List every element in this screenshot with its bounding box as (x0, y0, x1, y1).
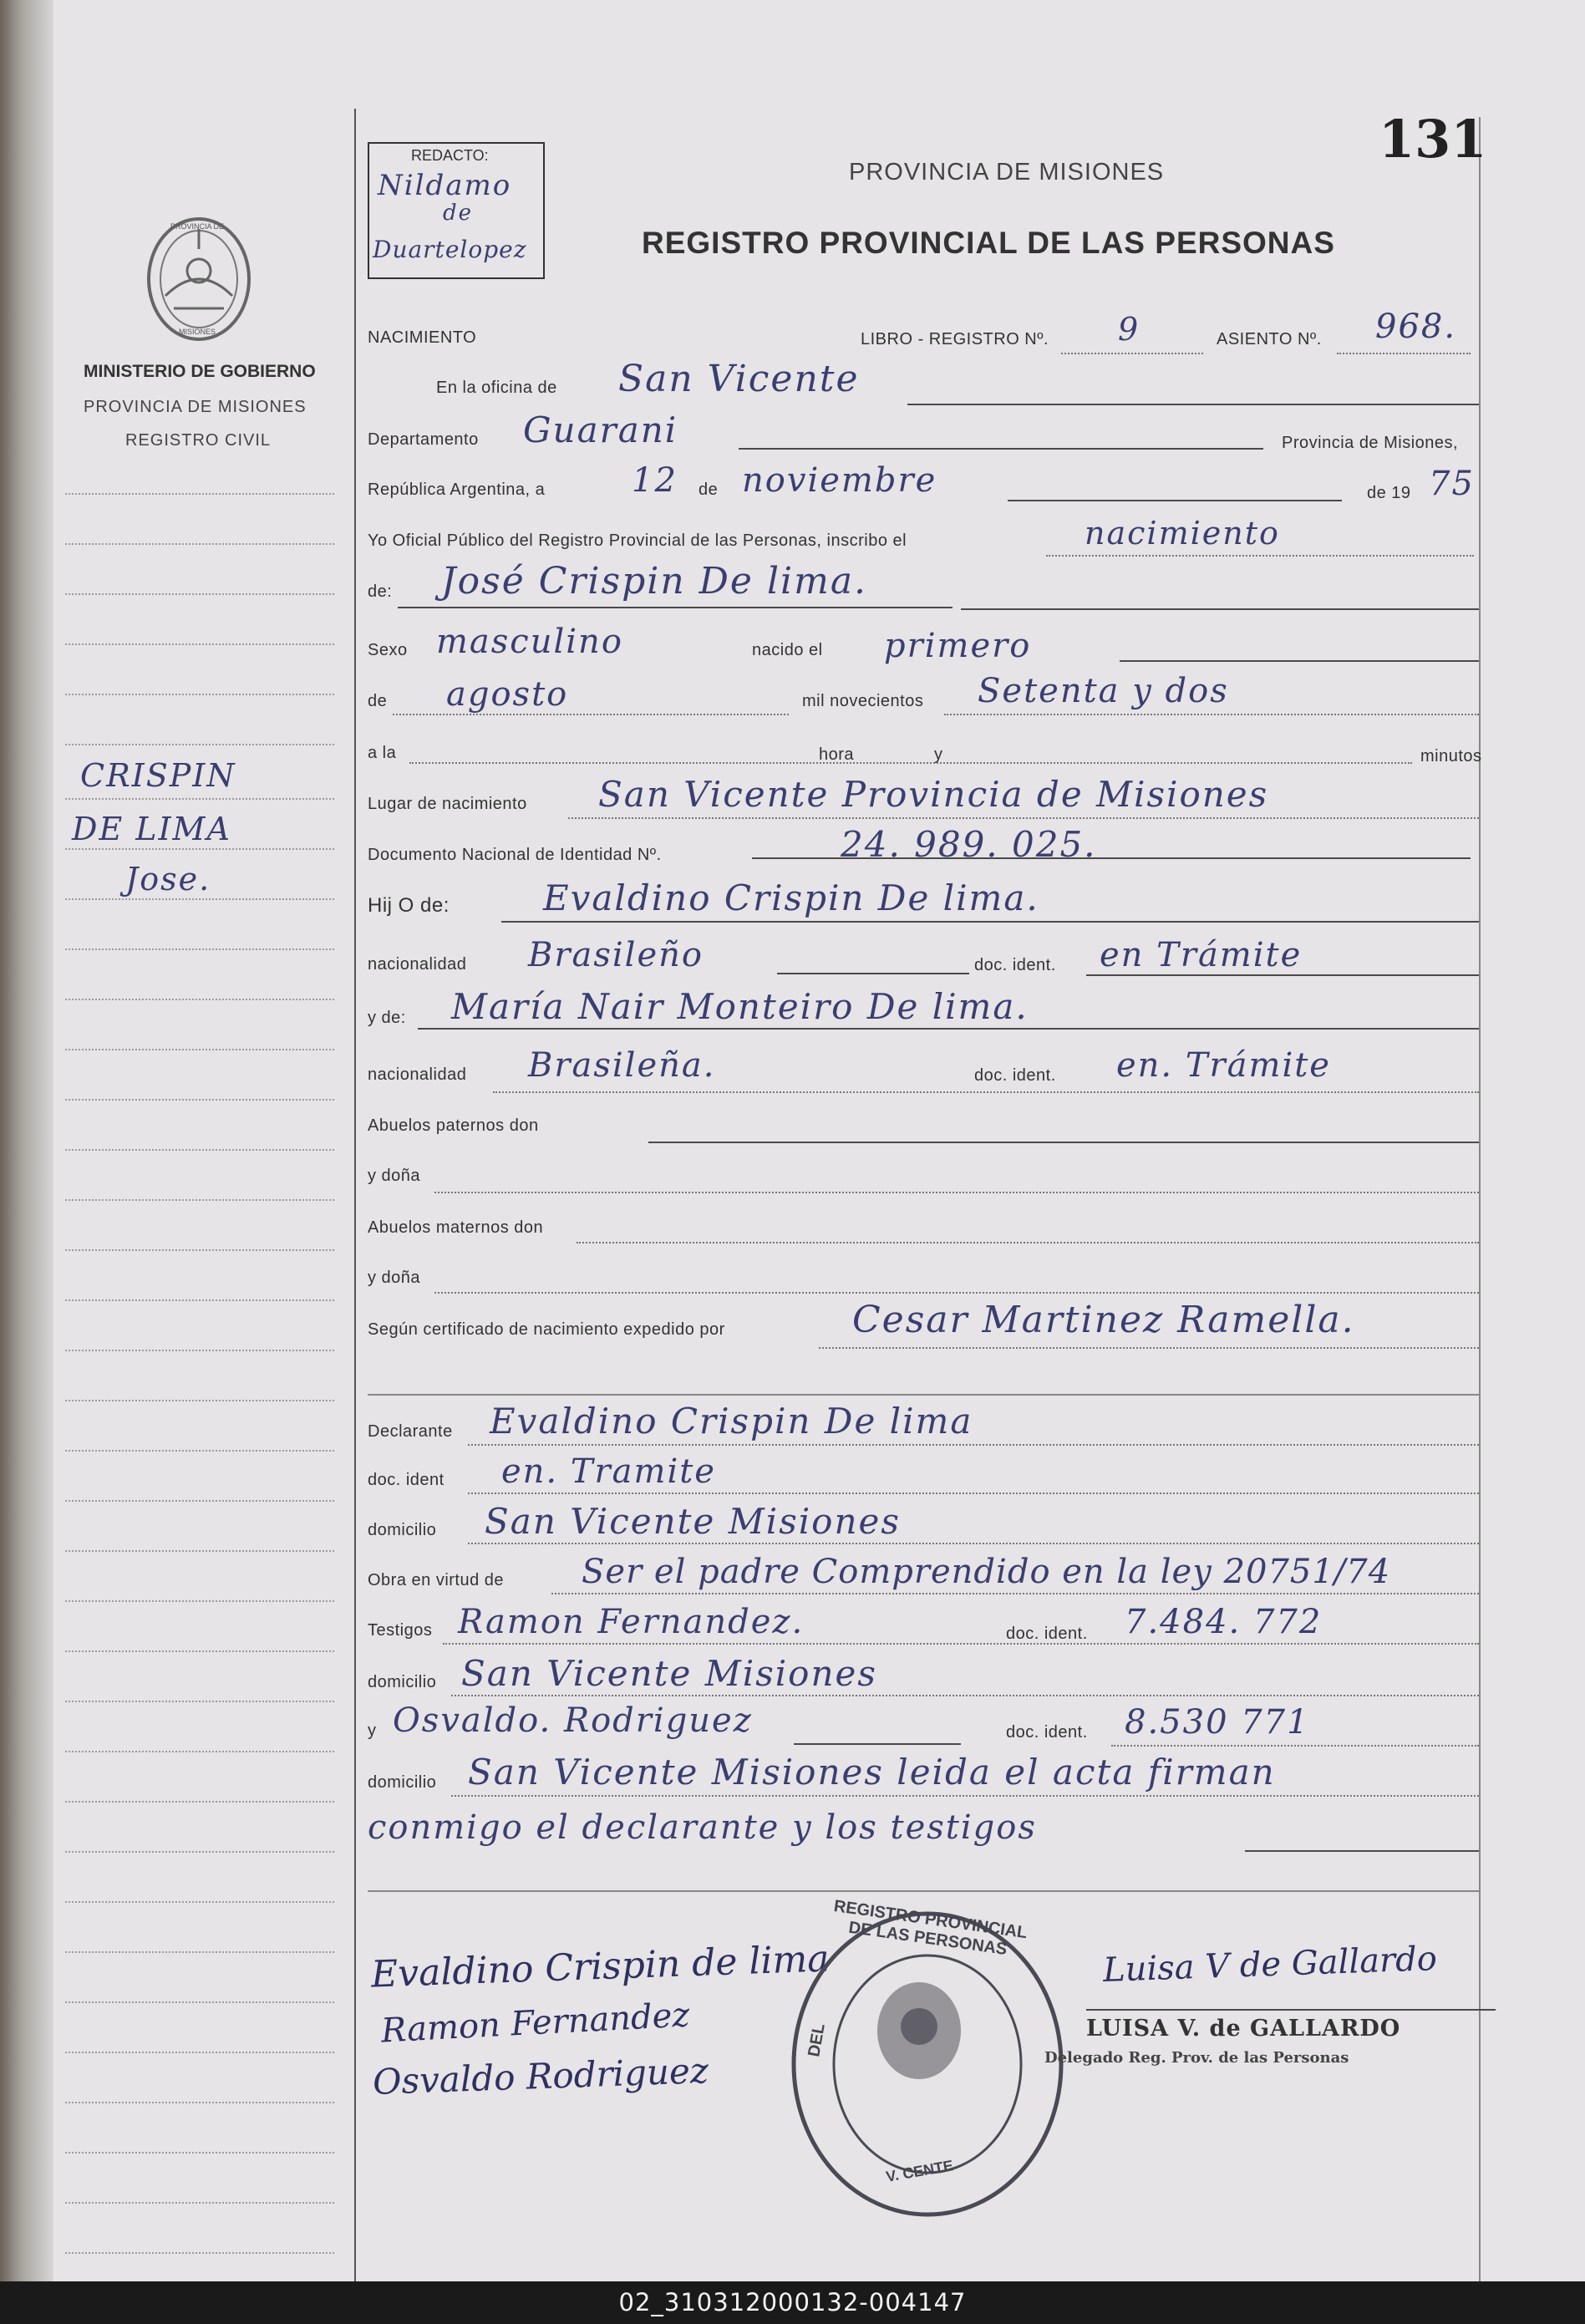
libro-value: 9 (1118, 311, 1140, 348)
y-testigo2-label: y (368, 1721, 377, 1740)
margin-line (65, 1099, 334, 1101)
month-line (1008, 500, 1342, 501)
sexo-label: Sexo (368, 641, 408, 659)
mil-line (944, 714, 1479, 715)
margin-line (65, 2202, 334, 2204)
seal-text-top: PROVINCIA DE (170, 222, 225, 231)
ministry-line1: MINISTERIO DE GOBIERNO (84, 362, 316, 381)
testigo2-line (794, 1743, 961, 1745)
margin-line (65, 593, 334, 595)
stamp-ring-text: REGISTRO PROVINCIAL DE LAS PERSONAS (832, 1896, 1029, 1960)
domicilio1-value: San Vicente Misiones (485, 1501, 901, 1542)
nacionalidad1-line (777, 973, 969, 974)
certificado-label: Según certificado de nacimiento expedido por (368, 1320, 725, 1339)
mother-value: María Nair Monteiro De lima. (451, 986, 1029, 1027)
birth-month-de-label: de (368, 692, 388, 710)
doc1-line (1086, 974, 1479, 976)
abuelos-maternos-line (577, 1242, 1479, 1243)
nacido-value: primero (884, 627, 1032, 665)
dni-line (752, 857, 1471, 859)
provincia-label: Provincia de Misiones, (1282, 434, 1459, 452)
mil-label: mil novecientos (802, 692, 924, 710)
hora-line (409, 762, 1412, 764)
declarante-line (468, 1444, 1479, 1446)
certificado-line (819, 1347, 1479, 1349)
section-separator-1 (368, 1394, 1479, 1396)
asiento-label: ASIENTO Nº. (1217, 330, 1322, 348)
official-signature: Luisa V de Gallardo (1102, 1940, 1438, 1990)
redacto-name-line3: Duartelopez (373, 236, 527, 263)
margin-line (65, 1701, 334, 1702)
testigo2-signature: Osvaldo Rodriguez (372, 2050, 709, 2103)
abuelos-paternos-line (648, 1142, 1479, 1143)
margin-line (65, 898, 334, 900)
ydona2-line (434, 1292, 1479, 1294)
doc2-label: doc. ident. (974, 1066, 1056, 1085)
margin-line (65, 2052, 334, 2053)
margin-line (65, 1751, 334, 1752)
declarante-value: Evaldino Crispin De lima (490, 1401, 973, 1442)
y-label: y (934, 745, 943, 764)
margin-line (65, 1801, 334, 1803)
hora-label: hora (819, 745, 855, 764)
margin-line (65, 543, 334, 545)
margin-note-line2: DE LIMA (72, 811, 231, 847)
doc-testigo2-label: doc. ident. (1006, 1723, 1088, 1742)
name-de-label: de: (368, 582, 393, 601)
margin-line (65, 1951, 334, 1953)
year-value: 75 (1429, 465, 1475, 503)
testigo1-signature: Ramon Fernandez (380, 1996, 691, 2051)
de-label: de (699, 481, 719, 499)
redacto-label: REDACTO: (411, 147, 489, 164)
doc-declarante-label: doc. ident (368, 1471, 445, 1489)
margin-line (65, 744, 334, 745)
nacionalidad1-value: Brasileño (528, 936, 704, 974)
nacionalidad2-line (493, 1091, 1479, 1093)
inscribo-label: Yo Oficial Público del Registro Provincial de las Personas, inscribo el (368, 531, 907, 550)
doc1-label: doc. ident. (974, 956, 1056, 974)
testigos-label: Testigos (368, 1621, 433, 1640)
republica-label: República Argentina, a (368, 481, 546, 499)
header-registry: REGISTRO PROVINCIAL DE LAS PERSONAS (642, 226, 1335, 260)
ministry-line2: PROVINCIA DE MISIONES (84, 398, 307, 416)
departamento-line (739, 448, 1263, 450)
book-spine (0, 0, 53, 2281)
margin-line (65, 1299, 334, 1301)
margin-line (65, 1901, 334, 1903)
nacionalidad2-value: Brasileña. (528, 1046, 716, 1085)
obra-value: Ser el padre Comprendido en la ley 20751/74 (582, 1553, 1391, 1591)
birth-month-line (393, 714, 789, 715)
margin-note-line3: Jose. (125, 861, 211, 898)
official-name: LUISA V. de GALLARDO (1086, 2016, 1401, 2042)
testigo2-value: Osvaldo. Rodriguez (393, 1701, 753, 1740)
margin-line (65, 643, 334, 645)
official-title: Delegado Reg. Prov. de las Personas (1044, 2049, 1349, 2067)
declarante-signature: Evaldino Crispin de lima (370, 1937, 831, 1996)
margin-line (65, 694, 334, 695)
dni-value: 24. 989. 025. (841, 824, 1097, 865)
lugar-value: San Vicente Provincia de Misiones (598, 774, 1269, 815)
mil-value: Setenta y dos (978, 672, 1229, 710)
stamp-inner-text: DEL (805, 2021, 829, 2059)
ydona1-line (434, 1192, 1479, 1193)
certificado-value: Cesar Martinez Ramella. (852, 1299, 1355, 1341)
departamento-value: Guarani (523, 409, 678, 450)
abuelos-paternos-label: Abuelos paternos don (368, 1116, 539, 1135)
inscribo-line (1046, 555, 1474, 557)
image-caption: 02_310312000132-004147 (0, 2281, 1585, 2324)
ydona2-label: y doña (368, 1269, 421, 1287)
domicilio1-line (468, 1543, 1479, 1544)
margin-line (65, 1400, 334, 1401)
obra-label: Obra en virtud de (368, 1571, 505, 1589)
mother-line (418, 1028, 1479, 1030)
margin-line (65, 1851, 334, 1853)
margin-line (65, 1249, 334, 1251)
record-type-label: NACIMIENTO (368, 328, 477, 347)
margin-line (65, 798, 334, 800)
registered-name-line (398, 607, 953, 608)
registry-stamp (785, 1896, 1069, 2223)
mother-de-label: y de: (368, 1009, 406, 1027)
father-value: Evaldino Crispin De lima. (543, 877, 1039, 918)
doc1-value: en Trámite (1100, 936, 1303, 974)
margin-line (65, 2152, 334, 2154)
a-la-label: a la (368, 744, 397, 762)
lugar-line (568, 817, 1479, 819)
left-frame-line (354, 109, 356, 2281)
doc2-value: en. Trámite (1116, 1046, 1331, 1085)
doc-testigo1-value: 7.484. 772 (1125, 1603, 1323, 1641)
closing-statement: conmigo el declarante y los testigos (368, 1808, 1037, 1847)
minutos-label: minutos (1420, 747, 1482, 765)
abuelos-maternos-label: Abuelos maternos don (368, 1218, 544, 1237)
right-frame-line (1479, 117, 1481, 2281)
section-separator-2 (368, 1890, 1479, 1892)
dni-label: Documento Nacional de Identidad Nº. (368, 846, 662, 864)
oficina-label: En la oficina de (436, 379, 557, 397)
domicilio2-label: domicilio (368, 1673, 437, 1691)
obra-line (551, 1593, 1479, 1594)
libro-line (1061, 353, 1203, 354)
departamento-label: Departamento (368, 430, 479, 449)
asiento-line (1337, 353, 1471, 354)
declarante-label: Declarante (368, 1422, 453, 1441)
ydona1-label: y doña (368, 1167, 421, 1185)
page-number: 131 (1379, 109, 1487, 170)
de19-label: de 19 (1367, 484, 1411, 502)
hijo-label: Hij O de: (368, 894, 450, 917)
margin-line (65, 1650, 334, 1652)
doc-testigo2-value: 8.530 771 (1125, 1703, 1310, 1742)
domicilio3-line (451, 1795, 1479, 1797)
day-value: 12 (632, 461, 678, 500)
nacionalidad1-label: nacionalidad (368, 955, 467, 974)
margin-line (65, 1049, 334, 1050)
ministry-line3: REGISTRO CIVIL (125, 431, 272, 450)
margin-line (65, 1450, 334, 1452)
redacto-box (368, 142, 545, 279)
nacido-label: nacido el (752, 641, 823, 659)
closing-line (1245, 1850, 1479, 1852)
testigo1-value: Ramon Fernandez. (458, 1603, 805, 1641)
oficina-value: San Vicente (618, 358, 860, 400)
margin-line (65, 1600, 334, 1602)
domicilio2-line (451, 1695, 1479, 1696)
nacido-line (1120, 660, 1479, 662)
margin-line (65, 1199, 334, 1201)
stamp-bottom-text: V. CENTE (884, 2157, 955, 2185)
margin-line (65, 1149, 334, 1151)
birth-month-value: agosto (446, 675, 569, 714)
margin-line (65, 1550, 334, 1552)
margin-line (65, 948, 334, 950)
header-province: PROVINCIA DE MISIONES (849, 159, 1165, 186)
margin-line (65, 848, 334, 850)
libro-label: LIBRO - REGISTRO Nº. (861, 330, 1049, 348)
doc-testigo1-label: doc. ident. (1006, 1625, 1088, 1643)
inscribo-value: nacimiento (1085, 515, 1280, 552)
doc-testigo2-line (1111, 1745, 1479, 1747)
domicilio3-value: San Vicente Misiones leida el acta firman (468, 1752, 1276, 1793)
doc-declarante-line (468, 1493, 1479, 1494)
seal-text-bottom: MISIONES (179, 328, 216, 336)
asiento-value: 968. (1375, 308, 1457, 346)
ministry-seal-icon (140, 212, 257, 346)
registered-name-value: José Crispin De lima. (441, 560, 868, 603)
nacionalidad2-label: nacionalidad (368, 1065, 467, 1084)
domicilio2-value: San Vicente Misiones (461, 1653, 877, 1694)
redacto-name-line2: de (443, 201, 474, 226)
margin-line (65, 999, 334, 1000)
margin-line (65, 2001, 334, 2003)
margin-line (65, 2102, 334, 2103)
domicilio1-label: domicilio (368, 1521, 437, 1539)
margin-line (65, 493, 334, 495)
doc-declarante-value: en. Tramite (501, 1452, 716, 1491)
sexo-value: masculino (436, 623, 623, 661)
margin-line (65, 1500, 334, 1502)
domicilio3-label: domicilio (368, 1773, 437, 1792)
margin-line (65, 1350, 334, 1351)
lugar-label: Lugar de nacimiento (368, 795, 527, 813)
month-value: noviembre (742, 461, 937, 500)
oficina-line (907, 404, 1479, 405)
registered-name-line-extension (961, 608, 1479, 610)
official-signature-line (1086, 2009, 1496, 2011)
margin-note-line1: CRISPIN (80, 757, 236, 794)
margin-line (65, 2252, 334, 2254)
father-line (501, 921, 1479, 923)
redacto-name-line1: Nildamo (378, 169, 512, 202)
testigo1-line (443, 1643, 1479, 1645)
